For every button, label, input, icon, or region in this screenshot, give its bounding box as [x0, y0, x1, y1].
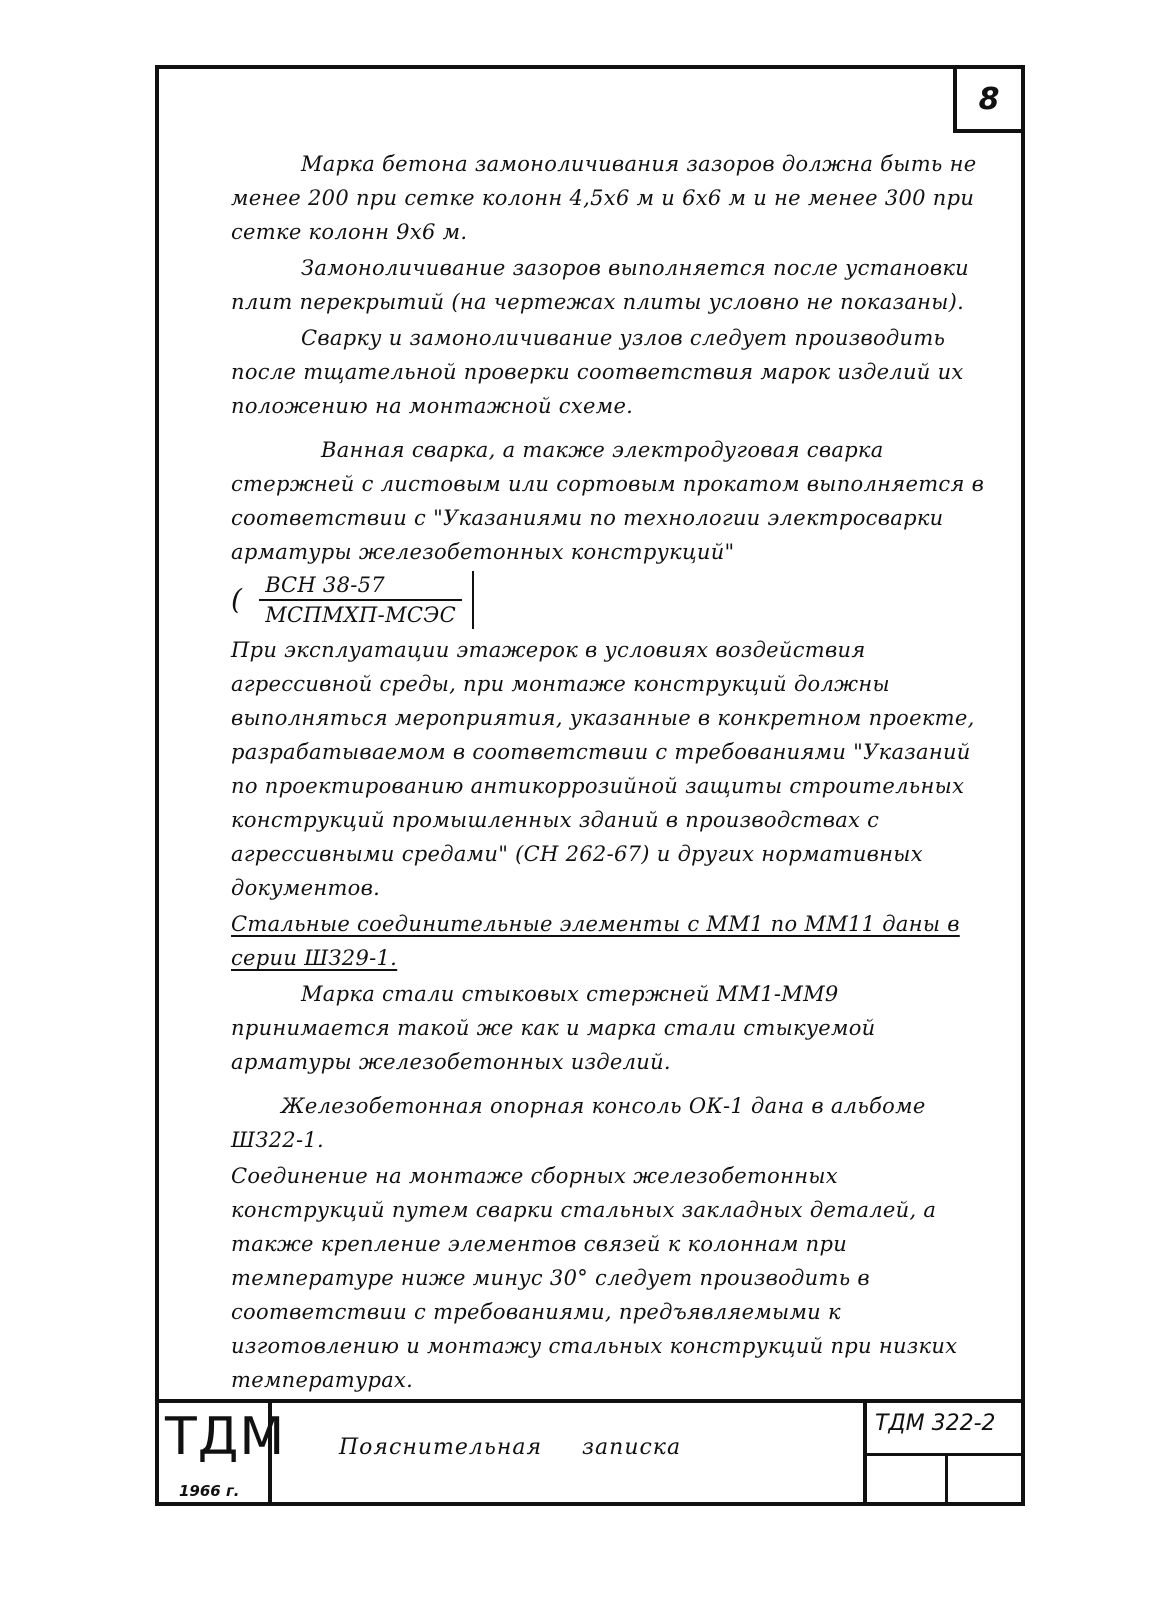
- code-split-divider: [945, 1453, 948, 1502]
- paragraph-low-temperature: Соединение на монтаже сборных железобетонных конструкций путем сварки стальных закладных деталей, а также крепление элементов связей к колоннам при температуре ниже минус 30° следует производить в соответствии с требованиями, предъявляемыми к изготовлению и монтажу стальных конструкций при низких температурах.: [231, 1164, 958, 1392]
- open-paren-icon: (: [231, 583, 243, 616]
- logo-cell: [159, 1403, 286, 1502]
- paragraph-concrete-grade: Марка бетона замоноличивания зазоров должна быть не менее 200 при сетке колонн 4,5х6 м и 6х6 м и не менее 300 при сетке колонн 9х6 м.: [231, 152, 977, 244]
- paragraph-grouting: Замоноличивание зазоров выполняется после установки плит перекрытий (на чертежах плиты условно не показаны).: [231, 256, 970, 314]
- reference-numerator: ВСН 38-57: [259, 571, 462, 601]
- paragraph-aggressive-environment: При эксплуатации этажерок в условиях воздействия агрессивной среды, при монтаже конструкций должны выполняться мероприятия, указанные в конкретном проекте, разрабатываемом в соответствии с требованиями "Указаний по проектированию антикоррозийной защиты строительных конструкций промышленных зданий в производствах с агрессивными средами" (СН 262-67) и других нормативных документов.: [231, 638, 975, 900]
- reference-fraction: [231, 571, 474, 629]
- paragraph-steel-grade: Марка стали стыковых стержней ММ1-ММ9 принимается такой же как и марка стали стыкуемой арматуры железобетонных изделий.: [231, 982, 876, 1074]
- drawing-sheet: [155, 65, 1025, 1506]
- code-divider: [867, 1453, 1021, 1456]
- document-title-word2: записка: [582, 1435, 682, 1460]
- reference-denominator: МСПМХП-МСЭС: [265, 603, 456, 627]
- document-title: [339, 1435, 681, 1460]
- paragraph-steel-elements-note: Стальные соединительные элементы с ММ1 по ММ11 даны в серии ШЗ29-1.: [231, 912, 960, 970]
- logo-year: 1966 г.: [179, 1482, 240, 1500]
- paragraph-console: Железобетонная опорная консоль ОК-1 дана в альбоме ШЗ22-1.: [231, 1094, 926, 1152]
- document-code-cell: [863, 1403, 1021, 1502]
- title-block: [159, 1399, 1021, 1502]
- paragraph-bath-welding: Ванная сварка, а также электродуговая сварка стержней с листовым или сортовым прокатом выполняется в соответствии с "Указаниями по технологии электросварки арматуры железобетонных конструкций": [231, 438, 985, 564]
- document-code: ТДМ 322-2: [875, 1411, 996, 1436]
- explanatory-note-body: [231, 147, 991, 1399]
- tdm-logo: ТДМ: [165, 1407, 286, 1467]
- paragraph-welding-check: Сварку и замоноличивание узлов следует производить после тщательной проверки соответствия марок изделий их положению на монтажной схеме.: [231, 326, 964, 418]
- page-number: 8: [953, 65, 1025, 133]
- document-title-word1: Пояснительная: [339, 1435, 543, 1460]
